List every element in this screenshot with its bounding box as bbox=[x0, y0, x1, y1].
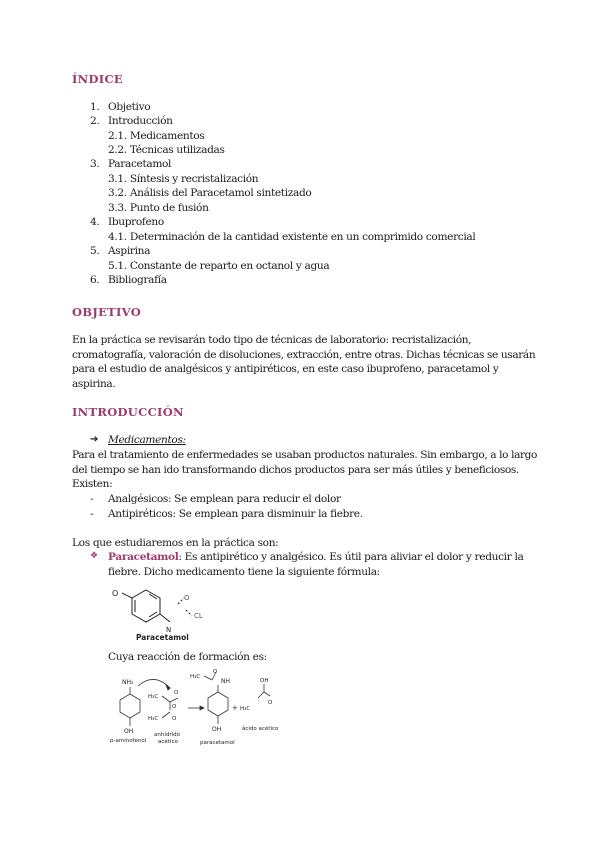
figure1-caption: Paracetamol bbox=[136, 633, 189, 642]
label-o: O bbox=[213, 669, 218, 675]
paracetamol-structure-figure bbox=[108, 584, 212, 642]
label-o: O bbox=[172, 704, 177, 710]
toc-subitem: 2.2. Técnicas utilizadas bbox=[108, 144, 225, 156]
list-item-antipireticos: Antipiréticos: Se emplean para disminuir la fiebre. bbox=[108, 508, 363, 520]
toc-item-aspirina: Aspirina bbox=[108, 245, 151, 257]
label-acido-acetico: ácido acético bbox=[242, 726, 278, 732]
label-oh: OH bbox=[260, 678, 269, 684]
reaction-scheme-figure bbox=[108, 668, 278, 750]
toc-subitem: 3.2. Análisis del Paracetamol sintetizado bbox=[108, 187, 312, 199]
arrow-icon: ➔ bbox=[90, 434, 99, 445]
medicamentos-paragraph bbox=[72, 448, 538, 492]
label-p-aminofenol: p-aminofenol bbox=[110, 738, 147, 744]
toc-subitem: 2.1. Medicamentos bbox=[108, 130, 205, 142]
introduccion-heading: INTRODUCCIÓN bbox=[72, 405, 184, 419]
medicamentos-subheading: Medicamentos: bbox=[108, 434, 186, 446]
label-plus: + bbox=[232, 704, 238, 712]
paragraph-line: para el estudio de analgésicos y antipiréticos, en este caso ibuprofeno, paracetamol y bbox=[72, 363, 499, 376]
label-paracetamol: paracetamol bbox=[200, 740, 235, 746]
paragraph-line: Para el tratamiento de enfermedades se usaban productos naturales. Sin embargo, a lo largo bbox=[72, 449, 538, 461]
dash-bullet: - bbox=[90, 493, 94, 505]
label-o: O bbox=[268, 700, 273, 706]
reaction-intro-text: Cuya reacción de formación es: bbox=[108, 651, 267, 663]
toc-num: 6. bbox=[90, 274, 100, 286]
toc-num: 1. bbox=[90, 101, 100, 113]
paracetamol-description: : Es antipirético y analgésico. Es útil para aliviar el dolor y reducir la bbox=[178, 551, 524, 563]
label-h3c: H₃C bbox=[148, 716, 159, 722]
objetivo-heading: OBJETIVO bbox=[72, 305, 142, 319]
label-o: O bbox=[174, 690, 179, 696]
paracetamol-line-2: fiebre. Dicho medicamento tiene la siguiente fórmula: bbox=[108, 566, 380, 578]
toc-num: 2. bbox=[90, 115, 100, 127]
paragraph-line: cromatografía, valoración de disoluciones, extracción, entre otras. Dichas técnicas se usarán bbox=[72, 348, 536, 361]
toc-num: 5. bbox=[90, 245, 100, 257]
studied-intro-text: Los que estudiaremos en la práctica son: bbox=[72, 537, 279, 549]
dash-bullet: - bbox=[90, 508, 94, 520]
label-h3c: H₃C bbox=[148, 694, 159, 700]
paragraph-line: aspirina. bbox=[72, 377, 116, 390]
toc-subitem: 4.1. Determinación de la cantidad existente en un comprimido comercial bbox=[108, 231, 476, 243]
label-o: O bbox=[172, 716, 177, 722]
toc-item-introduccion: Introducción bbox=[108, 115, 173, 127]
paragraph-line: En la práctica se revisarán todo tipo de técnicas de laboratorio: recristalización, bbox=[72, 334, 472, 346]
toc-subitem: 5.1. Constante de reparto en octanol y agua bbox=[108, 260, 330, 272]
label-nh2: NH₂ bbox=[122, 679, 134, 686]
toc-item-paracetamol: Paracetamol bbox=[108, 158, 172, 170]
toc-num: 4. bbox=[90, 216, 100, 228]
toc-item-ibuprofeno: Ibuprofeno bbox=[108, 216, 164, 228]
objetivo-paragraph bbox=[72, 333, 536, 391]
toc-num: 3. bbox=[90, 158, 100, 170]
paragraph-line: Existen: bbox=[72, 478, 113, 491]
figure1-label-top: O bbox=[112, 589, 119, 598]
figure1-label-o: O bbox=[184, 594, 190, 602]
label-anhidrido: anhídrido bbox=[154, 732, 181, 738]
label-oh: OH bbox=[124, 728, 134, 735]
label-h3c: H₃C bbox=[190, 674, 201, 680]
diamond-bullet-icon: ❖ bbox=[90, 551, 99, 561]
toc-subitem: 3.1. Síntesis y recristalización bbox=[108, 173, 259, 185]
paracetamol-term: Paracetamol bbox=[108, 551, 179, 563]
paragraph-line: del tiempo se han ido transformando dichos productos para ser más útiles y beneficiosos. bbox=[72, 463, 519, 476]
paracetamol-line-1 bbox=[108, 550, 523, 564]
figure1-label-cl: CL bbox=[194, 612, 203, 620]
toc-subitem: 3.3. Punto de fusión bbox=[108, 202, 209, 214]
figure1-label-n: N bbox=[166, 626, 172, 634]
index-heading: ÍNDICE bbox=[72, 72, 123, 86]
label-acetico: acético bbox=[158, 739, 178, 745]
label-oh: OH bbox=[212, 726, 222, 733]
label-h3c: H₃C bbox=[240, 706, 251, 712]
toc-item-objetivo: Objetivo bbox=[108, 101, 151, 113]
benzene-ring bbox=[132, 590, 160, 622]
toc-item-bibliografia: Bibliografía bbox=[108, 274, 167, 286]
label-nh: NH bbox=[221, 678, 230, 685]
list-item-analgesicos: Analgésicos: Se emplean para reducir el dolor bbox=[108, 493, 341, 505]
